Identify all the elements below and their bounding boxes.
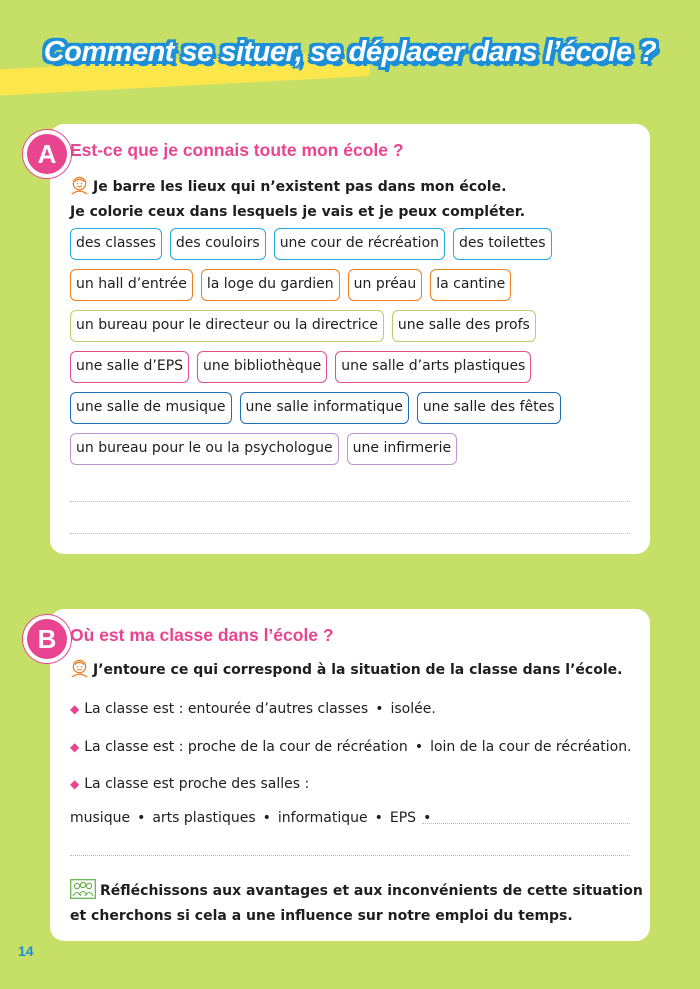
instruction-line-2: Je colorie ceux dans lesquels je vais et je peux compléter. [70, 204, 526, 220]
write-line[interactable] [70, 533, 630, 534]
q3-options [70, 810, 438, 826]
section-a-instruction [70, 176, 525, 223]
tag-place[interactable]: une salle des profs [392, 310, 536, 342]
tag-row [70, 269, 650, 301]
bullet-separator: • [414, 739, 424, 755]
q3-option-arts[interactable]: arts plastiques [152, 810, 256, 826]
tag-place[interactable]: un hall d’entrée [70, 269, 193, 301]
discussion-line-1: Réfléchissons aux avantages et aux inconvénients de cette situation [100, 883, 643, 899]
section-b-card [37, 609, 650, 941]
write-line[interactable] [70, 855, 630, 856]
bullet-separator: • [423, 810, 432, 826]
diamond-bullet-icon: ◆ [70, 740, 80, 754]
page-title: Comment se situer, se déplacer dans l’école ? [43, 36, 657, 68]
tag-row [70, 433, 650, 465]
write-line[interactable] [422, 823, 630, 824]
question-2 [70, 739, 632, 755]
group-discussion-icon [70, 879, 96, 906]
tag-place[interactable]: la loge du gardien [201, 269, 340, 301]
q3-option-music[interactable]: musique [70, 810, 131, 826]
tag-row [70, 228, 650, 260]
q3-label: La classe est proche des salles : [84, 776, 310, 792]
discussion-prompt [70, 879, 643, 927]
tag-row [70, 351, 650, 383]
tag-place[interactable]: des couloirs [170, 228, 266, 260]
write-line[interactable] [70, 501, 630, 502]
tag-place[interactable]: une salle des fêtes [417, 392, 561, 424]
q1-option-2[interactable]: isolée. [390, 701, 436, 717]
section-b-instruction [70, 659, 622, 685]
tag-place[interactable]: une bibliothèque [197, 351, 327, 383]
places-tag-list [70, 228, 650, 474]
bullet-separator: • [375, 701, 384, 717]
child-face-icon [70, 659, 89, 685]
instruction-text: J’entoure ce qui correspond à la situation de la classe dans l’école. [93, 662, 623, 678]
tag-place[interactable]: une cour de récréation [274, 228, 445, 260]
tag-place[interactable]: des toilettes [453, 228, 552, 260]
tag-place[interactable]: un préau [348, 269, 423, 301]
tag-place[interactable]: une salle d’arts plastiques [335, 351, 531, 383]
tag-place[interactable]: une salle informatique [240, 392, 409, 424]
bullet-separator: • [374, 810, 383, 826]
section-a-card [37, 124, 650, 554]
tag-place[interactable]: un bureau pour le ou la psychologue [70, 433, 339, 465]
tag-place[interactable]: un bureau pour le directeur ou la directrice [70, 310, 384, 342]
tag-row [70, 392, 650, 424]
tag-place[interactable]: une salle d’EPS [70, 351, 189, 383]
instruction-line-1: Je barre les lieux qui n’existent pas dans mon école. [93, 179, 507, 195]
bullet-separator: • [262, 810, 271, 826]
discussion-line-2: et cherchons si cela a une influence sur notre emploi du temps. [70, 908, 573, 924]
bullet-separator: • [137, 810, 146, 826]
section-a-title: Est-ce que je connais toute mon école ? [70, 140, 404, 160]
tag-row [70, 310, 650, 342]
section-b-badge: B [23, 615, 71, 663]
tag-place[interactable]: une infirmerie [347, 433, 457, 465]
q3-option-computer[interactable]: informatique [277, 810, 368, 826]
question-3 [70, 776, 309, 792]
tag-place[interactable]: une salle de musique [70, 392, 232, 424]
q3-option-eps[interactable]: EPS [389, 810, 417, 826]
section-b-title: Où est ma classe dans l’école ? [70, 625, 334, 645]
page-number: 14 [18, 943, 34, 959]
tag-place[interactable]: la cantine [430, 269, 511, 301]
diamond-bullet-icon: ◆ [70, 777, 80, 791]
section-a-badge: A [23, 130, 71, 178]
q2-option-2[interactable]: loin de la cour de récréation. [430, 739, 632, 755]
diamond-bullet-icon: ◆ [70, 702, 80, 716]
child-face-icon [70, 176, 89, 202]
q2-option-1[interactable]: La classe est : proche de la cour de récréation [84, 739, 408, 755]
tag-place[interactable]: des classes [70, 228, 162, 260]
q1-option-1[interactable]: La classe est : entourée d’autres classes [84, 701, 369, 717]
question-1 [70, 701, 436, 717]
